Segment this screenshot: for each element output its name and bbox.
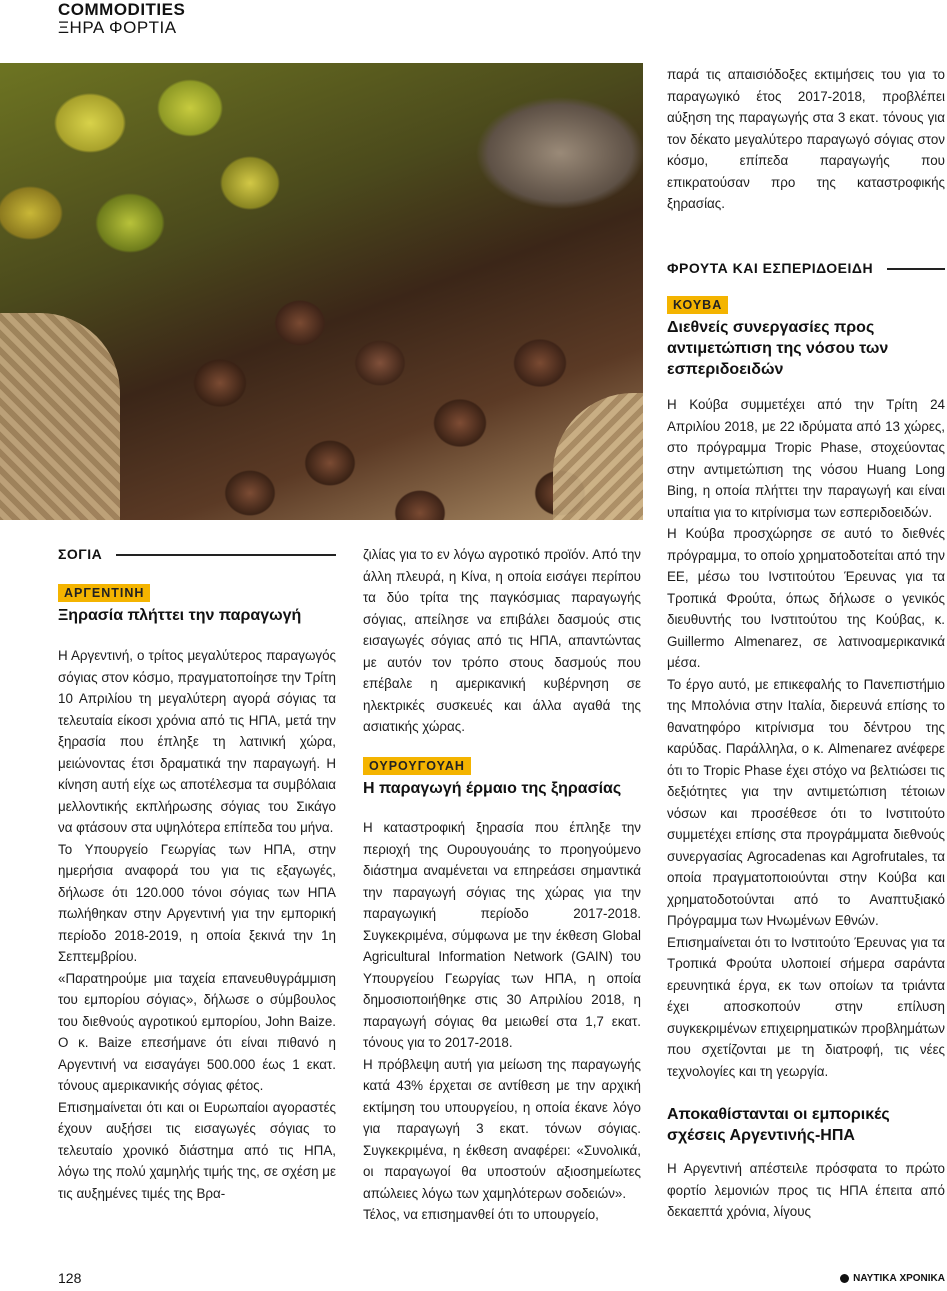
article-paragraph: Η Αργεντινή απέστειλε πρόσφατα το πρώτο φορτίο λεμονιών προς τις ΗΠΑ έπειτα από δεκαεπτά χρόνια, λίγους bbox=[667, 1161, 945, 1219]
country-tag-uruguay: ΟΥΡΟΥΓΟΥΑΗ bbox=[363, 757, 471, 775]
article-paragraph: Η πρόβλεψη αυτή για μείωση της παραγωγής κατά 43% έρχεται σε αντίθεση με την αρχική εκτίμηση του υπουργείου, η οποία έκανε λόγο για παραγωγή 3 εκατ. τόνων σόγιας. Συγκεκριμένα, η έκθεση αναφέρει: «Συνολικά, οι παραγωγοί θα υποστούν αξιοσημείωτες απώλειες λόγω των χαμηλότερων σοδειών». bbox=[363, 1056, 641, 1201]
heading-rule bbox=[116, 554, 336, 556]
heading-rule bbox=[887, 268, 945, 270]
article-paragraph: Η Αργεντινή, ο τρίτος μεγαλύτερος παραγωγός σόγιας στον κόσμο, πραγματοποίησε την Τρίτη 10 Απριλίου τη μεγαλύτερη αγορά σόγιας τα τελευταία είκοσι χρόνια από τις ΗΠΑ, μετά την ξηρασία που έπληξε τη λατινική χώρα, μειώνοντας έτσι δραματικά την παραγωγή. Η κίνηση αυτή είχε ως αποτέλεσμα τα συμβόλαια μελλοντικής εκπλήρωσης σόγιας του Σικάγο να φτάσουν στα υψηλότερα επίπεδα του μήνα. bbox=[58, 648, 336, 835]
article-paragraph: παρά τις απαισιόδοξες εκτιμήσεις του για το παραγωγικό έτος 2017-2018, προβλέπει αύξηση της παραγωγής στα 3 εκατ. τόνους για τον δέκατο μεγαλύτερο παραγωγό σόγιας στον κόσμο, επίπεδα παραγωγής που επικρατούσαν προ της καταστροφικής ξηρασίας. bbox=[667, 67, 945, 211]
brand-name: ΝΑΥΤΙΚΑ ΧΡΟΝΙΚΑ bbox=[853, 1273, 945, 1284]
section-heading-text: ΣΟΓΙΑ bbox=[58, 546, 103, 562]
market-photo bbox=[0, 63, 643, 520]
publication-brand bbox=[840, 1273, 945, 1284]
article-paragraph: Επισημαίνεται ότι το Ινστιτούτο Έρευνας για τα Τροπικά Φρούτα υλοποιεί σήμερα σαράντα ερευνητικά έργα, εκ των οποίων τα τριάντα έχει αποσκοπούν στην επίλυση συγκεκριμένων επιχειρηματικών προβλημάτων που σχετίζονται με τη διατροφή, τις νέες τεχνολογίες και τη γεωργία. bbox=[667, 934, 945, 1079]
middle-column bbox=[363, 544, 641, 1226]
article-subtitle: Αποκαθίστανται οι εμπορικές σχέσεις Αργεντινής-ΗΠΑ bbox=[667, 1106, 890, 1144]
subsection-label: ΞΗΡΑ ΦΟΡΤΙΑ bbox=[58, 18, 177, 37]
brand-logo-icon bbox=[840, 1274, 849, 1283]
article-paragraph: Η Κούβα συμμετέχει από την Τρίτη 24 Απριλίου 2018, με 22 ιδρύματα από 13 χώρες, στο πρόγραμμα Tropic Phase, στοχεύοντας στην αντιμετώπιση της νόσου Huang Long Bing, η οποία πλήττει την παραγωγή και είναι υπαίτια για το κιτρίνισμα των εσπεριδοειδών. bbox=[667, 397, 945, 520]
right-column-top bbox=[667, 64, 945, 215]
country-tag-cuba: ΚΟΥΒΑ bbox=[667, 296, 728, 314]
article-paragraph: Τέλος, να επισημανθεί ότι το υπουργείο, bbox=[363, 1207, 599, 1222]
page-number: 128 bbox=[58, 1270, 82, 1286]
fruits-section bbox=[667, 258, 945, 1223]
article-paragraph: Η Κούβα προσχώρησε σε αυτό το διεθνές πρόγραμμα, το οποίο χρηματοδοτείται από την ΕΕ, μέσω του Ινστιτούτου Έρευνας για τα Τροπικά Φρούτα, όπως δήλωσε ο γενικός διευθυντής του Ινστιτούτου της Κούβας, κ. Guillermo Almenarez, σε λατινοαμερικανικά μέσα. bbox=[667, 526, 945, 670]
article-paragraph: Το έργο αυτό, με επικεφαλής το Πανεπιστήμιο της Μπολόνια στην Ιταλία, διερευνά επίσης το θανατηφόρο κιτρίνισμα του δέντρου της καρύδας. Παράλληλα, ο κ. Almenarez ανέφερε ότι το Tropic Phase έχει στόχο να βελτιώσει τις δεξιότητες για την αντιμετώπιση τέτοιων νόσων και προσέθεσε ότι το Ινστιτούτο συμμετέχει επίσης στα προγράμματα διεθνούς συνεργασίας Agrocadenas και Agrofrutales, τα οποία πραγματοποιούνται στην Κούβα και χρηματοδοτούνται από το Αναπτυξιακό Πρόγραμμα των Ηνωμένων Εθνών. bbox=[667, 676, 945, 928]
soy-section bbox=[58, 544, 336, 1204]
article-paragraph: Επισημαίνεται ότι και οι Ευρωπαίοι αγοραστές έχουν αυξήσει τις εισαγωγές σόγιας το τελευταίο χρονικό διάστημα από τις ΗΠΑ, λόγω της πολύ χαμηλής τιμής της, σε σχέση με τις αυξημένες τιμές της Βρα- bbox=[58, 1099, 336, 1201]
section-heading-fruits bbox=[667, 258, 945, 280]
article-title: Η παραγωγή έρμαιο της ξηρασίας bbox=[363, 780, 622, 797]
article-paragraph: «Παρατηρούμε μια ταχεία επανευθυγράμμιση του εμπορίου σόγιας», δήλωσε ο σύμβουλος του διεθνούς αγροτικού εμπορίου, John Baize. Ο κ. Baize επεσήμανε ότι είναι πιθανό η Αργεντινή να εισαγάγει 500.000 έως 1 εκατ. τόνους αμερικανικής σόγιας φέτος. bbox=[58, 970, 336, 1093]
basket-left bbox=[0, 313, 120, 520]
section-heading-text: ΦΡΟΥΤΑ ΚΑΙ ΕΣΠΕΡΙΔΟΕΙΔΗ bbox=[667, 260, 874, 276]
article-title: Ξηρασία πλήττει την παραγωγή bbox=[58, 607, 302, 624]
article-paragraph: Το Υπουργείο Γεωργίας των ΗΠΑ, στην ημερήσια αναφορά του για τις εξαγωγές, δήλωσε ότι 120.000 τόνοι σόγιας των ΗΠΑ πωλήθηκαν στην Αργεντινή για την εμπορική περίοδο 2018-2019, η οποία ξεκινά την 1η Σεπτεμβρίου. bbox=[58, 841, 336, 964]
article-paragraph: Η καταστροφική ξηρασία που έπληξε την περιοχή της Ουρουγουάης το προηγούμενο διάστημα αναμένεται να επηρεάσει σημαντικά την παραγωγή σόγιας της χώρας για την παραγωγική περίοδο 2017-2018. Συγκεκριμένα, σύμφωνα με την έκθεση Global Agricultural Information Network (GAIN) του Υπουργείου Γεωργίας των ΗΠΑ, η οποία δημοσιοποιήθηκε στις 30 Απριλίου 2018, η παραγωγή σόγιας θα μειωθεί στα 1,7 εκατ. τόνους για το 2017-2018. bbox=[363, 820, 641, 1050]
basket-right bbox=[553, 393, 643, 520]
country-tag-argentina: ΑΡΓΕΝΤΙΝΗ bbox=[58, 584, 150, 602]
article-title: Διεθνείς συνεργασίες προς αντιμετώπιση της νόσου των εσπεριδοειδών bbox=[667, 319, 889, 378]
article-paragraph: ζιλίας για το εν λόγω αγροτικό προϊόν. Από την άλλη πλευρά, η Κίνα, η οποία εισάγει περίπου τα δύο τρίτα της παγκόσμιας παραγωγής σόγιας, απείλησε να επιβάλει δασμούς στις εισαγωγές σόγιας από τις ΗΠΑ, απαντώντας με αυτόν τον τρόπο στους δασμούς που επέβαλε η αμερικανική κυβέρνηση σε ηλεκτρικές συσκευές και άλλα αγαθά της ασιατικής χώρας. bbox=[363, 547, 641, 734]
section-heading-soy bbox=[58, 544, 336, 566]
section-label: COMMODITIES bbox=[58, 0, 186, 19]
